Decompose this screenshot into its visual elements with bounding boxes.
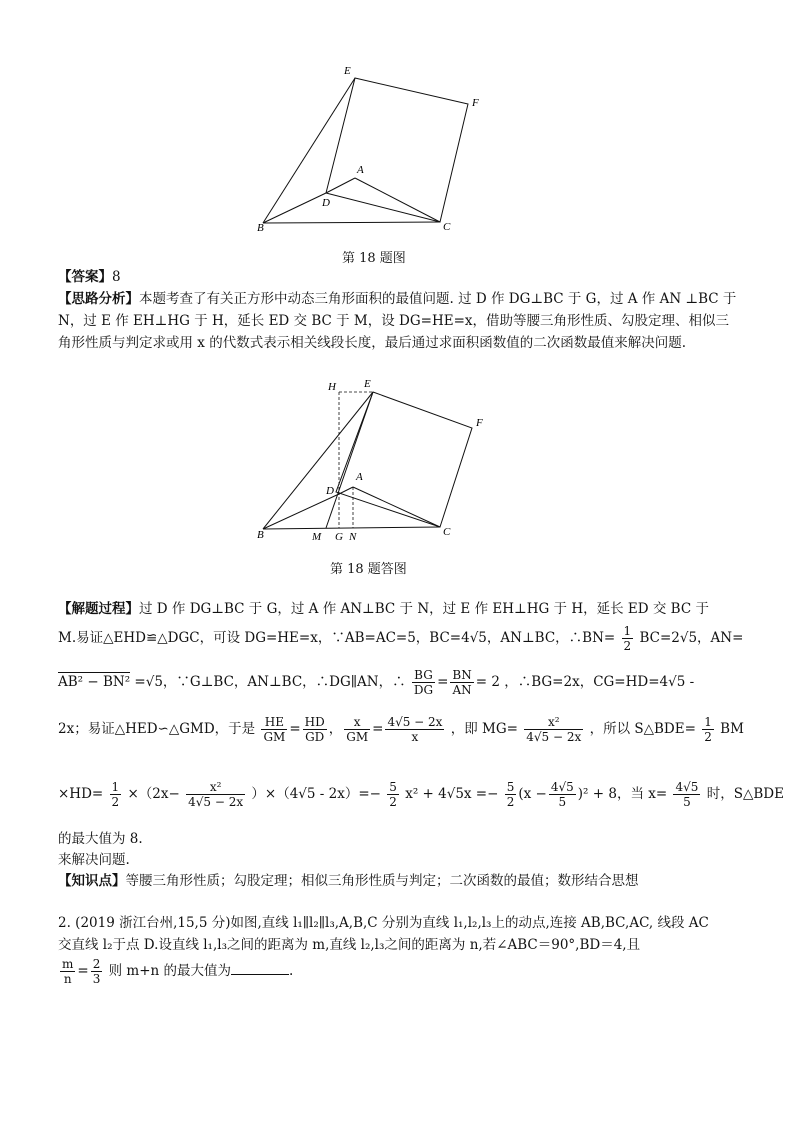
analysis-paragraph bbox=[58, 288, 738, 354]
solution-line-2 bbox=[58, 624, 743, 653]
label-B: B bbox=[257, 222, 264, 234]
label-F: F bbox=[472, 97, 479, 109]
problem2-line-3: $\frac{m}{n}$ = $\frac{2}{3}$ 则 m+n 的最大值为 . bbox=[62, 957, 294, 986]
solution-line-3: AB² − BN² =√5，∵G⊥BC，AN⊥BC，∴DG∥AN，∴ $\frac{BG}{DG}$ = $\frac{BN}{AN}$ = 2 ，∴BG=2x，CG=HD=4√5 - bbox=[58, 668, 695, 697]
square-edfc bbox=[326, 78, 468, 222]
fraction-hd-gd: $\frac{HD}{GD}$ bbox=[304, 715, 325, 744]
label-G: G bbox=[335, 531, 343, 543]
fraction-vertex: $\frac{4√5}{5}$ bbox=[550, 780, 574, 809]
solution-text-4d: BM bbox=[720, 721, 744, 737]
solution-text-2a: M.易证△EHD≌△DGC，可设 DG=HE=x，∵AB=AC=5，BC=4√5，AN⊥BC，∴BN= bbox=[58, 630, 616, 646]
solution-text-5c: ）×（4√5 - 2x）=− bbox=[251, 786, 381, 802]
fraction-half-2: $\frac{1}{2}$ bbox=[704, 715, 712, 744]
solution-text-5b: ×（2x− bbox=[127, 786, 180, 802]
fraction-x-gm: $\frac{x}{GM}$ bbox=[346, 715, 369, 744]
label-D2: D bbox=[326, 485, 334, 497]
figure-2-caption: 第 18 题答图 bbox=[330, 562, 407, 577]
solution-text-4a: 2x；易证△HED∽△GMD，于是 bbox=[58, 721, 256, 737]
label-M: M bbox=[312, 531, 322, 543]
solution-text-1: 过 D 作 DG⊥BC 于 G，过 A 作 AN⊥BC 于 N，过 E 作 EH⊥HG 于 H，延长 ED 交 BC 于 bbox=[139, 601, 709, 617]
fraction-two-thirds: $\frac{2}{3}$ bbox=[92, 957, 101, 986]
problem2-text-3: 则 m+n 的最大值为 bbox=[108, 963, 232, 979]
problem2-line-2: 交直线 l₂于点 D.设直线 l₁,l₃之间的距离为 m,直线 l₂,l₃之间的距离为 n,若∠ABC＝90°,BD＝4,且 bbox=[58, 937, 641, 953]
solution-line-1 bbox=[58, 598, 738, 620]
sqrt-ab-bn: AB² − BN² bbox=[58, 674, 131, 690]
label-A: A bbox=[357, 164, 364, 176]
answer-label: 【答案】 bbox=[58, 269, 112, 285]
label-B2: B bbox=[257, 529, 264, 541]
label-E: E bbox=[344, 65, 351, 77]
label-D: D bbox=[322, 197, 330, 209]
fraction-x-value: $\frac{4√5}{5}$ bbox=[675, 780, 699, 809]
analysis-text: 本题考查了有关正方形中动态三角形面积的最值问题. 过 D 作 DG⊥BC 于 G，过 A 作 AN ⊥BC 于 N，过 E 作 EH⊥HG 于 H，延长 ED 交 BC 于 M，设 DG=HE=x，借助等腰三角形性质、勾股定理、相似三角形性质与判定求或用 x 的代数式表示相关线段长度，最后通过求面积函数值的二次函数最值来解决问题. bbox=[58, 291, 737, 351]
figure-1-caption: 第 18 题图 bbox=[342, 251, 406, 266]
label-E2: E bbox=[364, 378, 371, 390]
figure-2 bbox=[250, 372, 490, 552]
fraction-mg: $\frac{\text{x²}}{4√5 - 2x}$ bbox=[526, 715, 582, 744]
solution-text-5f: 时，S△BDE bbox=[706, 786, 784, 802]
solution-text-2b: BC=2√5，AN= bbox=[639, 630, 744, 646]
solution-text-4c: ，所以 S△BDE= bbox=[589, 721, 696, 737]
knowledge-text: 等腰三角形性质；勾股定理；相似三角形性质与判定；二次函数的最值；数形结合思想 bbox=[125, 873, 639, 889]
answer-value: 8 bbox=[112, 269, 121, 285]
solution-text-5d: x² + 4√5x =− bbox=[405, 786, 499, 802]
label-H: H bbox=[328, 381, 336, 393]
problem2-line-1: 2. (2019 浙江台州,15,5 分)如图,直线 l₁∥l₂∥l₃,A,B,C 分别为直线 l₁,l₂,l₃上的动点,连接 AB,BC,AC, 线段 AC bbox=[58, 915, 709, 931]
fraction-he-gm: $\frac{HE}{GM}$ bbox=[263, 715, 286, 744]
fraction-five-half-2: $\frac{5}{2}$ bbox=[506, 780, 515, 809]
analysis-label: 【思路分析】 bbox=[58, 291, 139, 307]
label-C: C bbox=[443, 221, 451, 233]
label-A2: A bbox=[356, 471, 363, 483]
solution-line-7: 来解决问题. bbox=[58, 852, 130, 868]
knowledge-line bbox=[58, 870, 738, 892]
solution-text-3a: =√5，∵G⊥BC，AN⊥BC，∴DG∥AN，∴ bbox=[134, 674, 406, 690]
solution-text-4b: ，即 MG= bbox=[450, 721, 518, 737]
solution-line-5: ×HD= $\frac{1}{2}$ ×（2x− $\frac{\text{x²}}{4√5 - 2x}$ ）×（4√5 - 2x）=− $\frac{5}{2}$ x² + 4√5x =− $\frac{5}{2}$ (x − $\frac{4√5}{5}$ )² + 8，当 x= $\frac{4√5}{5}$ 时，S△BDE bbox=[58, 780, 784, 809]
solution-line-4: 2x；易证△HED∽△GMD，于是 $\frac{HE}{GM}$ = $\frac{HD}{GD}$ ， $\frac{x}{GM}$ = $\frac{4√5 - 2x}{x}$ ，即 MG= $\frac{\text{x²}}{4√5 - 2x}$ ，所以 S△BDE= $\frac{1}{2}$ BM bbox=[58, 715, 744, 744]
fraction-half-3: $\frac{1}{2}$ bbox=[111, 780, 120, 809]
fraction-ratio: $\frac{4√5 - 2x}{x}$ bbox=[387, 715, 443, 744]
answer-line bbox=[58, 266, 738, 288]
answer-blank[interactable] bbox=[231, 974, 289, 975]
solution-line-6: 的最大值为 8. bbox=[58, 831, 143, 847]
fraction-mg-2: $\frac{\text{x²}}{4√5 - 2x}$ bbox=[188, 780, 244, 809]
figure-1 bbox=[250, 60, 490, 240]
fraction-five-half: $\frac{5}{2}$ bbox=[389, 780, 397, 809]
label-F2: F bbox=[476, 417, 483, 429]
knowledge-label: 【知识点】 bbox=[58, 873, 126, 889]
solution-text-3b: ，∴BG=2x，CG=HD=4√5 - bbox=[504, 674, 695, 690]
solution-label: 【解题过程】 bbox=[58, 601, 139, 617]
fraction-m-n: $\frac{m}{n}$ bbox=[62, 957, 74, 986]
solution-text-5a: ×HD= bbox=[58, 786, 104, 802]
fraction-bg-dg: $\frac{BG}{DG}$ bbox=[413, 668, 434, 697]
fraction-half: $\frac{1}{2}$ bbox=[623, 624, 632, 653]
solution-text-5e: + 8，当 x= bbox=[592, 786, 668, 802]
label-N: N bbox=[349, 531, 357, 543]
label-C2: C bbox=[443, 526, 451, 538]
fraction-bn-an: $\frac{BN}{AN}$ bbox=[452, 668, 472, 697]
